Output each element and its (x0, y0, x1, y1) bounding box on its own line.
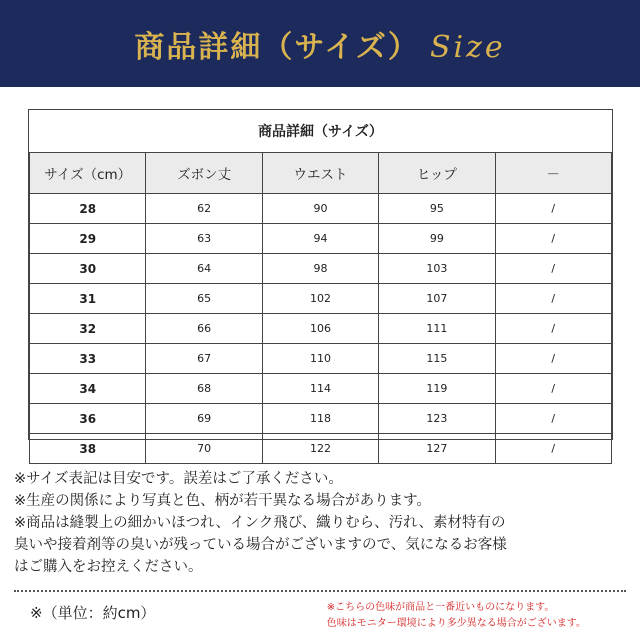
cell-length: 64 (146, 254, 262, 284)
table-row (30, 344, 612, 374)
cell-length: 63 (146, 224, 262, 254)
cell-size: 33 (30, 344, 146, 374)
cell-blank: / (495, 434, 611, 464)
cell-size: 38 (30, 434, 146, 464)
banner-title-group (134, 22, 505, 66)
cell-hip: 107 (379, 284, 495, 314)
cell-waist: 102 (262, 284, 378, 314)
note-line: はご購入をお控えください。 (14, 559, 203, 575)
table-row (30, 224, 612, 254)
cell-blank: / (495, 224, 611, 254)
cell-hip: 111 (379, 314, 495, 344)
cell-hip: 123 (379, 404, 495, 434)
cell-waist: 114 (262, 374, 378, 404)
cell-size: 34 (30, 374, 146, 404)
cell-size: 31 (30, 284, 146, 314)
cell-size: 30 (30, 254, 146, 284)
cell-size: 36 (30, 404, 146, 434)
header-hip: ヒップ (379, 153, 495, 194)
header-banner (0, 0, 640, 87)
cell-hip: 103 (379, 254, 495, 284)
size-table (29, 110, 612, 464)
note-line: ※サイズ表記は目安です。誤差はご了承ください。 (14, 471, 343, 487)
table-row (30, 314, 612, 344)
banner-title: 商品詳細（サイズ） (134, 29, 420, 65)
note-line: 臭いや接着剤等の臭いが残っている場合がございますので、気になるお客様 (14, 537, 507, 553)
table-row (30, 194, 612, 224)
header-blank: － (495, 153, 611, 194)
note-line: ※商品は縫製上の細かいほつれ、インク飛び、織りむら、汚れ、素材特有の (14, 515, 506, 531)
cell-length: 62 (146, 194, 262, 224)
cell-size: 29 (30, 224, 146, 254)
note-line: ※生産の関係により写真と色、柄が若干異なる場合があります。 (14, 493, 431, 509)
cell-size: 28 (30, 194, 146, 224)
cell-hip: 95 (379, 194, 495, 224)
cell-hip: 119 (379, 374, 495, 404)
table-row (30, 374, 612, 404)
cell-length: 69 (146, 404, 262, 434)
notes-block (14, 468, 630, 578)
cell-length: 66 (146, 314, 262, 344)
table-caption: 商品詳細（サイズ） (30, 110, 612, 153)
banner-title-en: Size (429, 29, 506, 65)
cell-hip: 115 (379, 344, 495, 374)
cell-hip: 99 (379, 224, 495, 254)
cell-length: 65 (146, 284, 262, 314)
table-row (30, 254, 612, 284)
color-warning-line: 色味はモニター環境により多少異なる場合がございます。 (326, 618, 586, 629)
table-row (30, 434, 612, 464)
cell-blank: / (495, 404, 611, 434)
unit-note: ※（単位：約cm） (30, 604, 156, 622)
header-length: ズボン丈 (146, 153, 262, 194)
cell-waist: 106 (262, 314, 378, 344)
cell-length: 67 (146, 344, 262, 374)
cell-waist: 110 (262, 344, 378, 374)
cell-waist: 118 (262, 404, 378, 434)
cell-waist: 98 (262, 254, 378, 284)
cell-blank: / (495, 374, 611, 404)
header-size: サイズ（cm） (30, 153, 146, 194)
color-warning (327, 600, 586, 632)
cell-blank: / (495, 254, 611, 284)
cell-size: 32 (30, 314, 146, 344)
cell-blank: / (495, 284, 611, 314)
color-warning-line: ※こちらの色味が商品と一番近いものになります。 (326, 602, 555, 613)
cell-length: 68 (146, 374, 262, 404)
cell-blank: / (495, 344, 611, 374)
table-row (30, 284, 612, 314)
cell-blank: / (495, 194, 611, 224)
size-table-container (28, 109, 613, 456)
dotted-divider (14, 590, 626, 592)
table-row (30, 404, 612, 434)
cell-waist: 90 (262, 194, 378, 224)
cell-waist: 94 (262, 224, 378, 254)
cell-length: 70 (146, 434, 262, 464)
cell-hip: 127 (379, 434, 495, 464)
cell-waist: 122 (262, 434, 378, 464)
cell-blank: / (495, 314, 611, 344)
header-waist: ウエスト (262, 153, 378, 194)
table-header-row (30, 153, 612, 194)
